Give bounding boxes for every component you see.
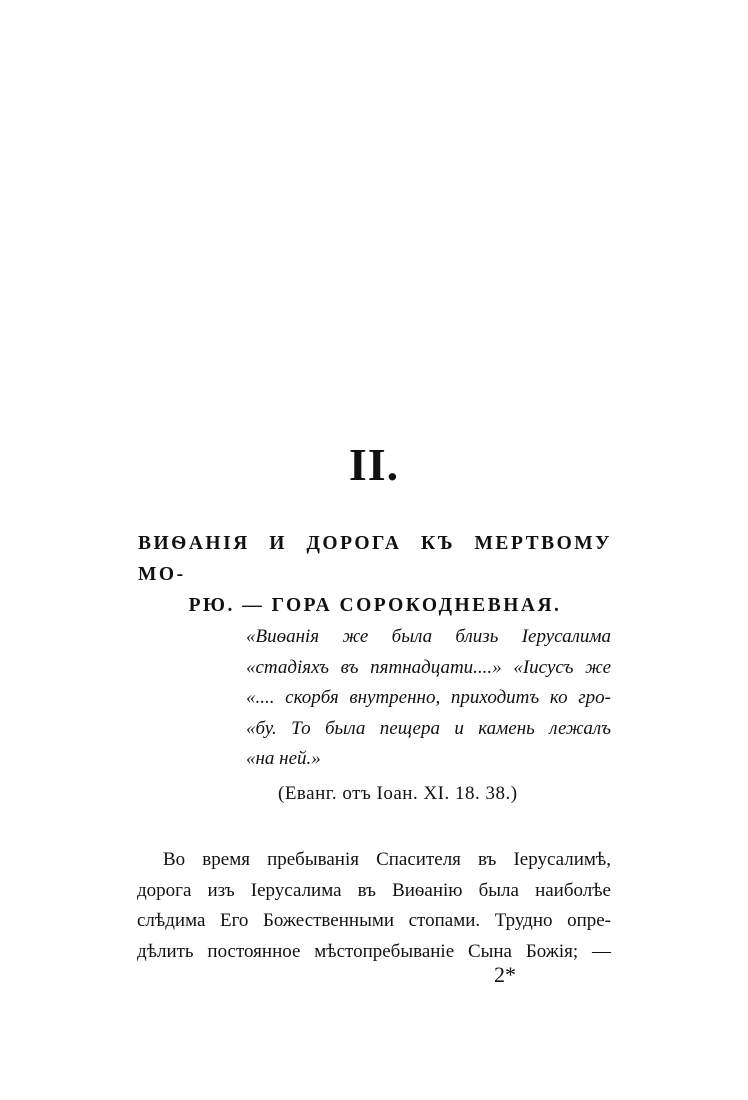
epigraph-line: «стадіяхъ въ пятнадцати....» «Іисусъ же bbox=[246, 656, 611, 678]
body-line: дорога изъ Іерусалима въ Виѳанію была наиболѣе bbox=[137, 879, 611, 901]
chapter-number: II. bbox=[348, 439, 400, 490]
signature-mark: 2* bbox=[494, 962, 516, 987]
epigraph-line: «Виѳанія же была близь Іерусалима bbox=[246, 626, 611, 647]
body-line: дѣлить постоянное мѣстопребываніе Сына Божія; — bbox=[137, 940, 611, 962]
epigraph-source: (Еванг. отъ Іоан. XI. 18. 38.) bbox=[278, 783, 518, 804]
chapter-title-line: ВИѲАНІЯ И ДОРОГА КЪ МЕРТВОМУ МО- bbox=[138, 533, 612, 585]
body-line: Во время пребыванія Спасителя въ Іерусалимѣ, bbox=[163, 849, 611, 870]
body-line: слѣдима Его Божественными стопами. Трудно опре- bbox=[137, 910, 611, 931]
epigraph-line: «на ней.» bbox=[246, 748, 321, 769]
epigraph-line: «бу. То была пещера и камень лежалъ bbox=[246, 717, 611, 739]
chapter-title-line: РЮ. — ГОРА СОРОКОДНЕВНАЯ. bbox=[188, 595, 562, 616]
chapter-title bbox=[138, 528, 612, 621]
epigraph bbox=[246, 622, 611, 775]
epigraph-line: «.... скорбя внутренно, приходитъ ко гро- bbox=[246, 687, 611, 708]
body-text bbox=[137, 845, 611, 967]
